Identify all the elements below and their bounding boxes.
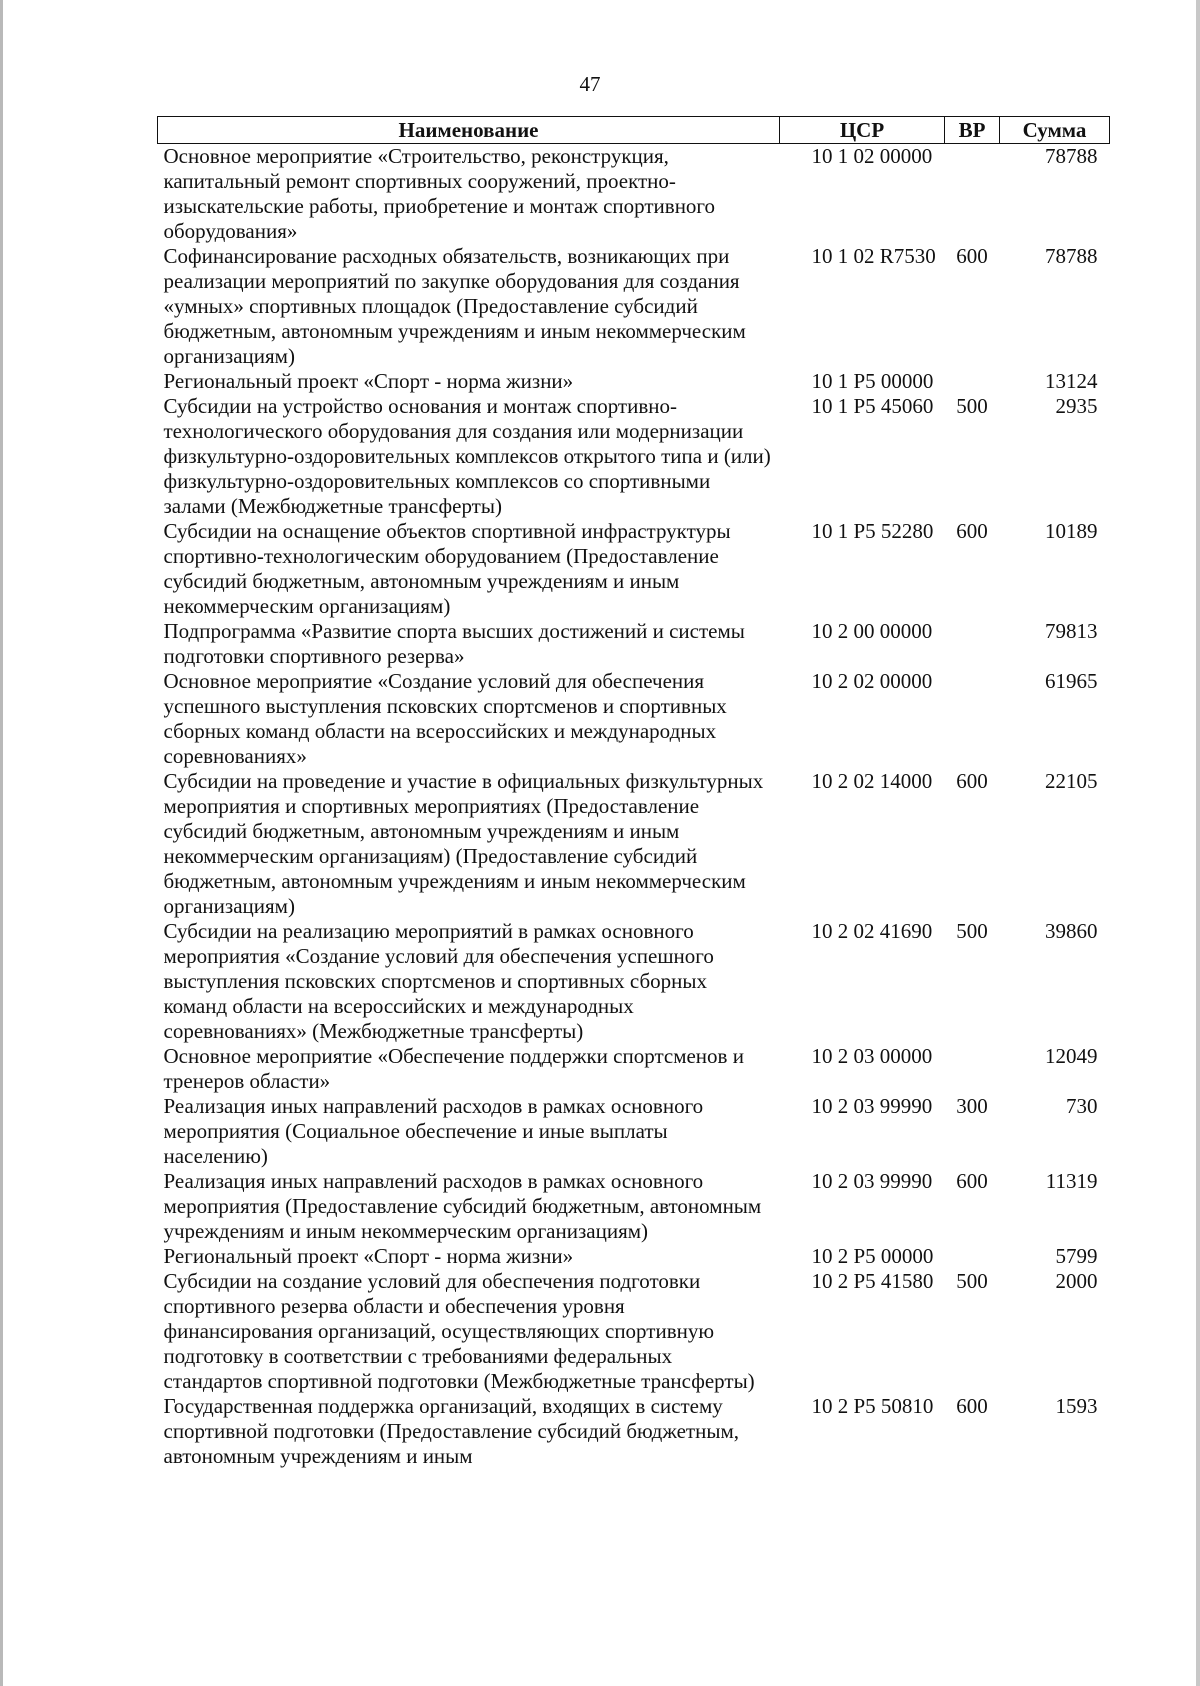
cell-sum: 61965 [1045, 669, 1098, 693]
cell-csr: 10 2 P5 41580 [811, 1269, 934, 1293]
cell-csr: 10 1 P5 00000 [811, 369, 934, 393]
cell-sum: 10189 [1045, 519, 1098, 543]
cell-name: Государственная поддержка организаций, входящих в систему спортивной подготовки (Предоставление субсидий бюджетным, автономным учреждениям и иным [163, 1394, 739, 1468]
cell-csr: 10 1 02 R7530 [811, 244, 936, 268]
cell-sum: 730 [1066, 1094, 1098, 1118]
cell-vr: 600 [956, 519, 988, 543]
cell-name: Подпрограмма «Развитие спорта высших достижений и системы подготовки спортивного резерва» [163, 619, 745, 668]
cell-csr: 10 1 P5 52280 [811, 519, 934, 543]
table-row [158, 144, 1110, 245]
cell-sum: 22105 [1045, 769, 1098, 793]
cell-csr: 10 1 02 00000 [811, 144, 933, 168]
table-row [158, 394, 1110, 519]
scan-edge-left [0, 0, 3, 1686]
cell-vr: 600 [956, 244, 988, 268]
cell-name: Субсидии на проведение и участие в официальных физкультурных мероприятия и спортивных мероприятиях (Предоставление субсидий бюджетным, автономным учреждениям и иным некоммерческим организациям) (Предоставление субсидий бюджетным, автономным учреждениям и иным некоммерческим организациям) [163, 769, 764, 918]
cell-vr: 500 [956, 919, 988, 943]
cell-vr [945, 1244, 1000, 1269]
table-body [158, 144, 1110, 1470]
cell-vr: 500 [956, 394, 988, 418]
cell-sum: 39860 [1045, 919, 1098, 943]
cell-sum: 1593 [1055, 1394, 1098, 1418]
header-csr: ЦСР [780, 117, 945, 144]
cell-csr: 10 2 00 00000 [811, 619, 933, 643]
table-row [158, 1269, 1110, 1394]
cell-sum: 78788 [1045, 144, 1098, 168]
budget-table [157, 116, 1110, 1469]
cell-csr: 10 2 P5 00000 [811, 1244, 934, 1268]
table-row [158, 1094, 1110, 1169]
table-row [158, 1044, 1110, 1094]
cell-name: Софинансирование расходных обязательств, возникающих при реализации мероприятий по закупке оборудования для создания «умных» спортивных площадок (Предоставление субсидий бюджетным, автономным учреждениям и иным некоммерческим организациям) [163, 244, 746, 368]
cell-sum: 78788 [1045, 244, 1098, 268]
cell-sum: 2000 [1055, 1269, 1098, 1293]
cell-name: Субсидии на реализацию мероприятий в рамках основного мероприятия «Создание условий для обеспечения успешного выступления псковских спортсменов и спортивных сборных команд области на всероссийских и международных соревнованиях» (Межбюджетные трансферты) [163, 919, 714, 1043]
header-sum: Сумма [1000, 117, 1110, 144]
cell-csr: 10 2 02 00000 [811, 669, 933, 693]
cell-vr: 600 [956, 1169, 988, 1193]
table-row [158, 1244, 1110, 1269]
table-header-row [158, 117, 1110, 144]
scan-edge-right [1196, 0, 1200, 1686]
cell-vr: 600 [956, 769, 988, 793]
cell-csr: 10 2 03 99990 [811, 1094, 933, 1118]
cell-csr: 10 1 P5 45060 [811, 394, 934, 418]
cell-sum: 5799 [1055, 1244, 1098, 1268]
cell-name: Реализация иных направлений расходов в рамках основного мероприятия (Предоставление субсидий бюджетным, автономным учреждениям и иным некоммерческим организациям) [163, 1169, 762, 1243]
cell-sum: 12049 [1045, 1044, 1098, 1068]
table-row [158, 769, 1110, 919]
cell-csr: 10 2 P5 50810 [811, 1394, 934, 1418]
cell-vr [945, 669, 1000, 769]
header-name: Наименование [158, 117, 780, 144]
cell-csr: 10 2 02 41690 [811, 919, 933, 943]
cell-name: Субсидии на создание условий для обеспечения подготовки спортивного резерва области и обеспечения уровня финансирования организаций, осуществляющих спортивную подготовку в соответствии с требованиями федеральных стандартов спортивной подготовки (Межбюджетные трансферты) [163, 1269, 755, 1393]
cell-csr: 10 2 03 99990 [811, 1169, 933, 1193]
page-number: 47 [579, 72, 601, 96]
cell-vr [945, 144, 1000, 245]
cell-vr [945, 369, 1000, 394]
cell-name: Основное мероприятие «Обеспечение поддержки спортсменов и тренеров области» [163, 1044, 744, 1093]
cell-name: Субсидии на оснащение объектов спортивной инфраструктуры спортивно-технологическим оборудованием (Предоставление субсидий бюджетным, автономным учреждениям и иным некоммерческим организациям) [163, 519, 731, 618]
table-row [158, 1394, 1110, 1469]
cell-vr: 600 [956, 1394, 988, 1418]
cell-csr: 10 2 02 14000 [811, 769, 933, 793]
cell-sum: 13124 [1045, 369, 1098, 393]
table-row [158, 519, 1110, 619]
table-row [158, 244, 1110, 369]
cell-name: Субсидии на устройство основания и монтаж спортивно-технологического оборудования для создания или модернизации физкультурно-оздоровительных комплексов открытого типа и (или) физкультурно-оздоровительных комплексов со спортивными залами (Межбюджетные трансферты) [163, 394, 771, 518]
cell-name: Основное мероприятие «Строительство, реконструкция, капитальный ремонт спортивных сооружений, проектно-изыскательские работы, приобретение и монтаж спортивного оборудования» [163, 144, 716, 243]
cell-name: Реализация иных направлений расходов в рамках основного мероприятия (Социальное обеспечение и иные выплаты населению) [163, 1094, 704, 1168]
cell-vr [945, 619, 1000, 669]
cell-name: Региональный проект «Спорт - норма жизни» [163, 1244, 574, 1268]
table-row [158, 919, 1110, 1044]
table-row [158, 619, 1110, 669]
table-row [158, 1169, 1110, 1244]
cell-sum: 2935 [1055, 394, 1098, 418]
cell-name: Основное мероприятие «Создание условий для обеспечения успешного выступления псковских спортсменов и спортивных сборных команд области на всероссийских и международных соревнованиях» [163, 669, 727, 768]
table-row [158, 669, 1110, 769]
header-vr: ВР [945, 117, 1000, 144]
cell-sum: 79813 [1045, 619, 1098, 643]
cell-name: Региональный проект «Спорт - норма жизни» [163, 369, 574, 393]
cell-sum: 11319 [1045, 1169, 1098, 1193]
cell-csr: 10 2 03 00000 [811, 1044, 933, 1068]
cell-vr [945, 1044, 1000, 1094]
cell-vr: 500 [956, 1269, 988, 1293]
cell-vr: 300 [956, 1094, 988, 1118]
table-row [158, 369, 1110, 394]
